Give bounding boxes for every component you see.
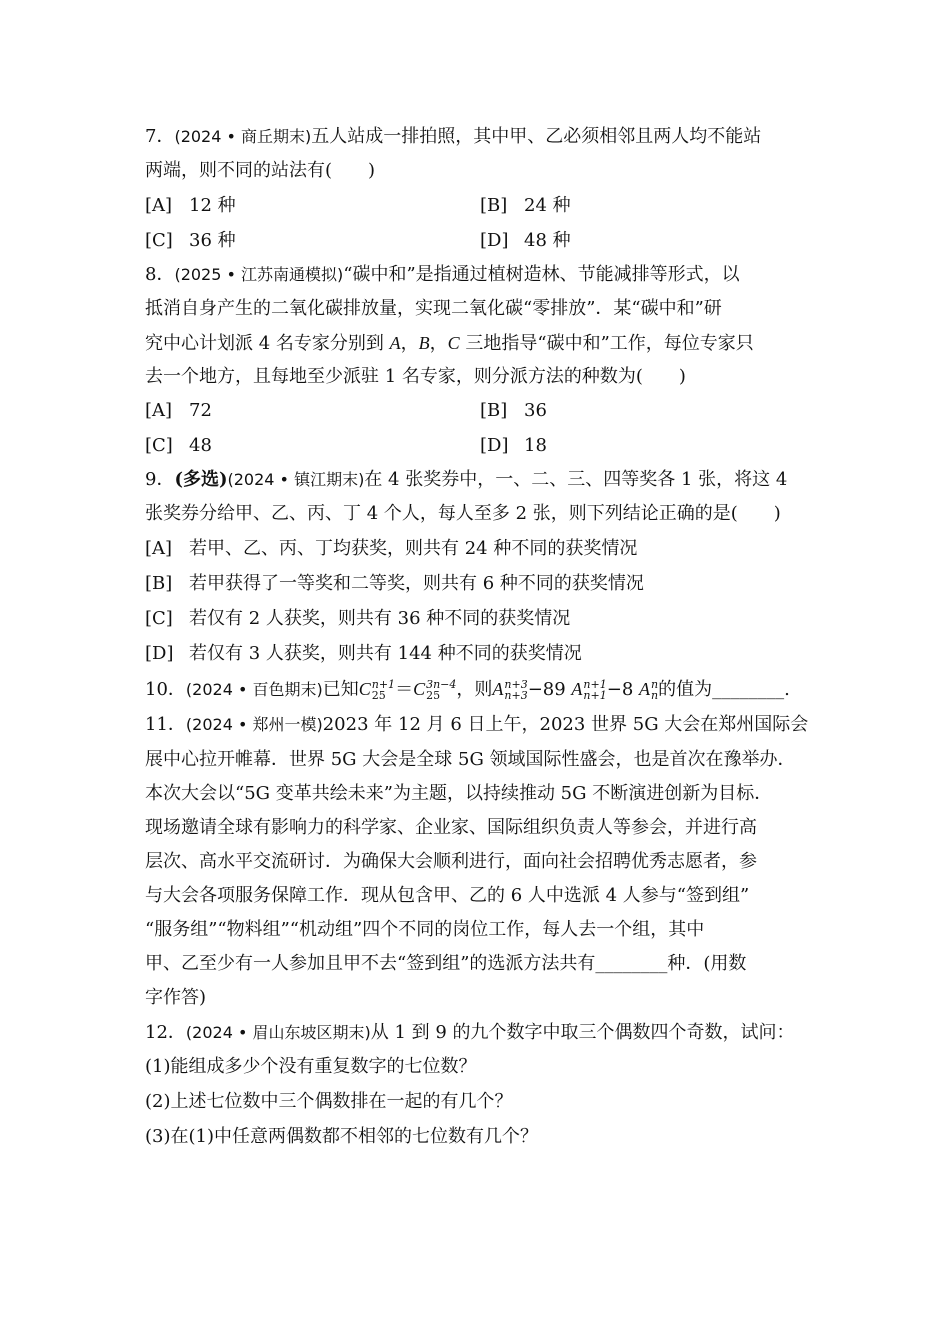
q11-number: 11． [145, 714, 186, 735]
a2-subscript: n+1 [583, 689, 607, 702]
q7-line-1 [145, 125, 761, 149]
a1-subscript: n+3 [504, 689, 528, 702]
q7-option-b [480, 194, 571, 218]
q9-option-c [145, 607, 570, 631]
q8-number: 8． [145, 264, 175, 285]
q7-option-d [480, 229, 571, 253]
q7-line-2: 两端，则不同的站法有( ) [145, 160, 376, 181]
option-label: [A] [145, 195, 173, 216]
q7-option-c [145, 229, 236, 253]
place-c: C [447, 333, 460, 353]
c2-superscript: 3n−4 [426, 678, 457, 691]
q11-line-8: 甲、乙至少有一人参加且甲不去“签到组”的选派方法共有________种．(用数 [145, 953, 747, 974]
q10-pre: 已知 [322, 679, 359, 700]
q8-option-d [480, 434, 547, 458]
q11-source: (2024 • 郑州一模) [185, 715, 323, 734]
q10-mid: ，则 [456, 679, 493, 700]
c2-scripts [426, 679, 456, 701]
q9-source: (2024 • 镇江期末) [227, 470, 365, 489]
a1-superscript: n+3 [504, 678, 528, 691]
q9-line-2: 张奖券分给甲、乙、丙、丁 4 个人，每人至多 2 张，则下列结论正确的是( ) [145, 503, 781, 524]
q8-line-2: 抵消自身产生的二氧化碳排放量，实现二氧化碳“零排放”．某“碳中和”研 [145, 298, 722, 319]
a1-scripts [504, 679, 527, 701]
option-text: 48 [189, 435, 212, 456]
q12-line-1 [145, 1021, 795, 1045]
q8-option-b [480, 399, 547, 423]
option-text: 36 [524, 400, 547, 421]
q11-line-3: 本次大会以“5G 变革共绘未来”为主题，以持续推动 5G 不断演进创新为目标． [145, 783, 773, 804]
option-text: 若仅有 3 人获奖，则共有 144 种不同的获奖情况 [189, 643, 582, 664]
q12-sub-2: (2)上述七位数中三个偶数排在一起的有几个？ [145, 1091, 513, 1112]
q9-line-1 [145, 468, 787, 492]
q8-line-1 [145, 263, 740, 287]
arrangement-a1: A [492, 679, 504, 699]
c1-superscript: n+1 [371, 678, 396, 691]
option-label: [B] [145, 573, 173, 594]
place-b: B [418, 333, 430, 353]
option-label: [D] [480, 230, 509, 251]
q7-option-a [145, 194, 236, 218]
q7-source: (2024 • 商丘期末) [174, 127, 312, 146]
q7-number: 7． [145, 126, 175, 147]
a3-subscript: n [651, 689, 659, 702]
option-text: 24 种 [524, 195, 571, 216]
option-text: 若甲、乙、丙、丁均获奖，则共有 24 种不同的获奖情况 [189, 538, 638, 559]
option-label: [B] [480, 195, 508, 216]
q8-text-3a: 究中心计划派 4 名专家分别到 [145, 333, 390, 354]
q8-text-1: “碳中和”是指通过植树造林、节能减排等形式，以 [343, 264, 740, 285]
option-label: [C] [145, 608, 173, 629]
c1-scripts [372, 679, 395, 701]
q11-line-1 [145, 713, 808, 737]
q11-line-5: 层次、高水平交流研讨．为确保大会顺利进行，面向社会招聘优秀志愿者，参 [145, 851, 757, 872]
q10-source: (2024 • 百色期末) [185, 680, 323, 699]
option-text: 48 种 [524, 230, 571, 251]
c2-subscript: 25 [426, 689, 441, 702]
q12-text-1: 从 1 到 9 的九个数字中取三个偶数四个奇数，试问： [370, 1022, 795, 1043]
q11-line-9: 字作答) [145, 987, 207, 1008]
q11-line-2: 展中心拉开帷幕．世界 5G 大会是全球 5G 领域国际性盛会，也是首次在豫举办． [145, 749, 796, 770]
q12-sub-1: (1)能组成多少个没有重复数字的七位数？ [145, 1056, 477, 1077]
arrangement-a3: A [639, 679, 650, 699]
option-label: [C] [145, 230, 173, 251]
option-text: 72 [189, 400, 212, 421]
q11-line-6: 与大会各项服务保障工作．现从包含甲、乙的 6 人中选派 4 人参与“签到组” [145, 885, 750, 906]
combination-c1: C [358, 679, 371, 699]
q9-number: 9． [145, 469, 175, 490]
q11-text-1: 2023 年 12 月 6 日上午，2023 世界 5G 大会在郑州国际会 [322, 714, 809, 735]
option-label: [A] [145, 538, 173, 559]
a3-superscript: n [651, 678, 659, 691]
q10-post: 的值为________. [658, 679, 790, 700]
arrangement-a2: A [571, 679, 583, 699]
q8-option-a [145, 399, 212, 423]
a2-superscript: n+1 [583, 678, 607, 691]
q12-source: (2024 • 眉山东坡区期末) [185, 1023, 371, 1042]
option-label: [D] [480, 435, 509, 456]
option-label: [B] [480, 400, 508, 421]
option-label: [A] [145, 400, 173, 421]
combination-c2: C [413, 679, 426, 699]
place-a: A [389, 333, 401, 353]
q9-text-1: 在 4 张奖券中，一、二、三、四等奖各 1 张，将这 4 [364, 469, 788, 490]
q11-line-7: “服务组”“物料组”“机动组”四个不同的岗位工作，每人去一个组，其中 [145, 919, 705, 940]
option-text: 36 种 [189, 230, 236, 251]
q8-source: (2025 • 江苏南通模拟) [174, 265, 344, 284]
q10-number: 10． [145, 679, 186, 700]
q10-minus-1: −89 [527, 679, 572, 700]
q7-text-1: 五人站成一排拍照，其中甲、乙必须相邻且两人均不能站 [311, 126, 762, 147]
q8-option-c [145, 434, 212, 458]
q12-sub-3: (3)在(1)中任意两偶数都不相邻的七位数有几个？ [145, 1126, 538, 1147]
q9-multi-tag: (多选) [174, 469, 228, 490]
option-label: [D] [145, 643, 174, 664]
q9-option-a [145, 537, 637, 561]
option-text: 若甲获得了一等奖和二等奖，则共有 6 种不同的获奖情况 [189, 573, 644, 594]
q8-line-4: 去一个地方，且每地至少派驻 1 名专家，则分派方法的种数为( ) [145, 366, 686, 387]
q10-minus-2: −8 [606, 679, 639, 700]
q8-text-3b: 三地指导“碳中和”工作，每位专家只 [459, 333, 754, 354]
q10-line [145, 677, 790, 702]
c1-subscript: 25 [371, 689, 386, 702]
q8-line-3: 究中心计划派 4 名专家分别到 A，B，C 三地指导“碳中和”工作，每位专家只 [145, 333, 754, 354]
q9-option-d [145, 642, 582, 666]
option-label: [C] [145, 435, 173, 456]
option-text: 18 [524, 435, 547, 456]
q9-option-b [145, 572, 644, 596]
q12-number: 12． [145, 1022, 186, 1043]
a2-scripts [583, 679, 606, 701]
q10-equals: ＝ [395, 679, 414, 700]
option-text: 12 种 [189, 195, 236, 216]
option-text: 若仅有 2 人获奖，则共有 36 种不同的获奖情况 [189, 608, 571, 629]
q11-line-4: 现场邀请全球有影响力的科学家、企业家、国际组织负责人等参会，并进行高 [145, 817, 757, 838]
